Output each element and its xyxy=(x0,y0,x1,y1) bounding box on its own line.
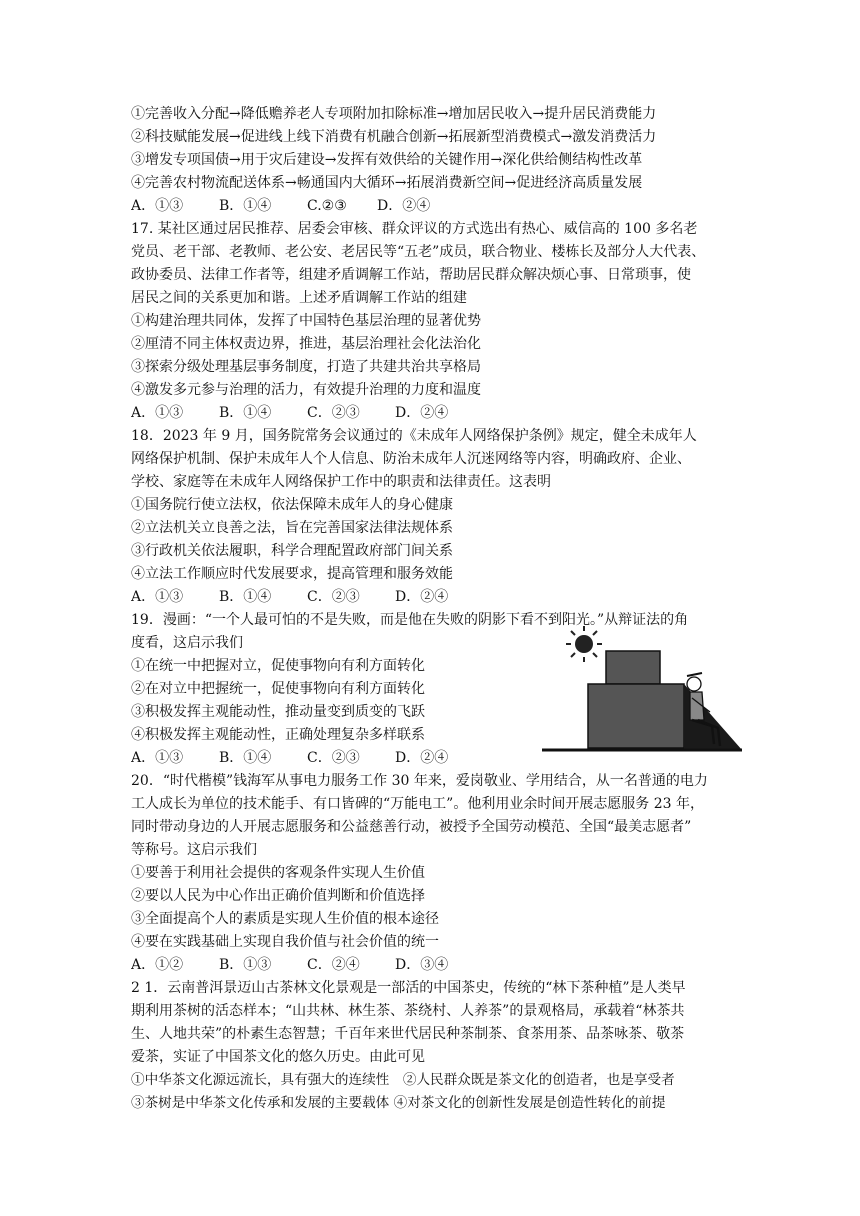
q20-option-a: A．①② xyxy=(131,957,184,973)
q21-stem-4: 爱茶，实证了中国茶文化的悠久历史。由此可见 xyxy=(131,1049,425,1065)
q17-item-2: ②厘清不同主体权责边界，推进，基层治理社会化法治化 xyxy=(131,336,481,352)
q18-option-d: D．②④ xyxy=(395,589,449,605)
sun-icon xyxy=(566,626,602,662)
q20-item-4: ④要在实践基础上实现自我价值与社会价值的统一 xyxy=(131,934,439,950)
q18-item-3: ③行政机关依法履职，科学合理配置政府部门间关系 xyxy=(131,543,453,559)
q18-item-4: ④立法工作顺应时代发展要求，提高管理和服务效能 xyxy=(131,566,453,582)
q18-item-1: ①国务院行使立法权，依法保障未成年人的身心健康 xyxy=(131,497,453,513)
q18-options xyxy=(131,586,741,608)
q18-item-2: ②立法机关立良善之法，旨在完善国家法律法规体系 xyxy=(131,520,453,536)
q17-item-1: ①构建治理共同体，发挥了中国特色基层治理的显著优势 xyxy=(131,313,481,329)
q17-item-3: ③探索分级处理基层事务制度，打造了共建共治共享格局 xyxy=(131,359,481,375)
q20-item-3: ③全面提高个人的素质是实现人生价值的根本途径 xyxy=(131,911,439,927)
q16-item-4: ④完善农村物流配送体系→畅通国内大循环→拓展消费新空间→促进经济高质量发展 xyxy=(131,175,643,191)
q18-stem-1: 18．2023 年 9 月，国务院常务会议通过的《未成年人网络保护条例》规定，健全未成年人 xyxy=(131,428,697,444)
q19-item-2: ②在对立中把握统一，促使事物向有利方面转化 xyxy=(131,681,425,697)
q19-item-1: ①在统一中把握对立，促使事物向有利方面转化 xyxy=(131,658,425,674)
q17-item-4: ④激发多元参与治理的活力，有效提升治理的力度和温度 xyxy=(131,382,481,398)
q18-option-b: B．①④ xyxy=(219,589,272,605)
q16-option-a: A．①③ xyxy=(131,198,184,214)
q16-option-b: B．①④ xyxy=(219,198,272,214)
q16-item-1: ①完善收入分配→降低赡养老人专项附加扣除标准→增加居民收入→提升居民消费能力 xyxy=(131,106,657,122)
q18-stem-3: 学校、家庭等在未成年人网络保护工作中的职责和法律责任。这表明 xyxy=(131,474,551,490)
q21-stem-2: 期利用茶树的活态样本；“山共林、林生茶、茶绕村、人养茶”的景观格局，承载着“林茶共 xyxy=(131,1003,685,1019)
q19-option-d: D．②④ xyxy=(395,750,449,766)
q20-option-d: D．③④ xyxy=(395,957,449,973)
q19-options xyxy=(131,747,531,769)
q21-items-row-1: ①中华茶文化源远流长，具有强大的连续性 ②人民群众既是茶文化的创造者，也是享受者 xyxy=(131,1072,675,1088)
q20-stem-4: 等称号。这启示我们 xyxy=(131,842,257,858)
q19-stem-2: 度看，这启示我们 xyxy=(131,635,243,651)
q17-stem-3: 政协委员、法律工作者等，组建矛盾调解工作站，帮助居民群众解决烦心事、日常琐事，使 xyxy=(131,267,691,283)
q16-option-c: C.②③ xyxy=(307,198,347,214)
q19-comic-illustration xyxy=(542,622,742,754)
q17-option-c: C．②③ xyxy=(307,405,360,421)
q17-option-d: D．②④ xyxy=(395,405,449,421)
q17-option-b: B．①④ xyxy=(219,405,272,421)
q17-stem-2: 党员、老干部、老教师、老公安、老居民等“五老”成员，联合物业、楼栋长及部分人大代表、 xyxy=(131,244,706,260)
q20-stem-2: 工人成长为单位的技术能手、有口皆碑的“万能电工”。他利用业余时间开展志愿服务 23 年， xyxy=(131,796,705,812)
q20-item-2: ②要以人民为中心作出正确价值判断和价值选择 xyxy=(131,888,425,904)
q16-option-d: D．②④ xyxy=(377,198,431,214)
q20-option-c: C．②④ xyxy=(307,957,360,973)
q20-stem-1: 20．“时代楷模”钱海军从事电力服务工作 30 年来，爱岗敬业、学用结合，从一名普通的电力 xyxy=(131,773,708,789)
q20-item-1: ①要善于利用社会提供的客观条件实现人生价值 xyxy=(131,865,425,881)
q21-stem-1: 2 1．云南普洱景迈山古茶林文化景观是一部活的中国茶史，传统的“林下茶种植”是人类早 xyxy=(131,980,686,996)
q19-option-a: A．①③ xyxy=(131,750,184,766)
q17-stem-4: 居民之间的关系更加和谐。上述矛盾调解工作站的组建 xyxy=(131,290,467,306)
q19-option-b: B．①④ xyxy=(219,750,272,766)
q16-item-2: ②科技赋能发展→促进线上线下消费有机融合创新→拓展新型消费模式→激发消费活力 xyxy=(131,129,657,145)
q20-option-b: B．①③ xyxy=(219,957,272,973)
q20-options xyxy=(131,954,741,976)
q20-stem-3: 同时带动身边的人开展志愿服务和公益慈善行动，被授予全国劳动模范、全国“最美志愿者” xyxy=(131,819,692,835)
q17-stem-1: 17. 某社区通过居民推荐、居委会审核、群众评议的方式选出有热心、威信高的 100 多名老 xyxy=(131,221,698,237)
large-block xyxy=(588,684,684,748)
q17-option-a: A．①③ xyxy=(131,405,184,421)
q18-option-a: A．①③ xyxy=(131,589,184,605)
q19-item-4: ④积极发挥主观能动性，正确处理复杂多样联系 xyxy=(131,727,425,743)
q19-item-3: ③积极发挥主观能动性，推动量变到质变的飞跃 xyxy=(131,704,425,720)
q21-stem-3: 生、人地共荣”的朴素生态智慧；千百年来世代居民种茶制茶、食茶用茶、品茶咏茶、敬茶 xyxy=(131,1026,685,1042)
q16-options xyxy=(131,195,741,217)
small-block xyxy=(606,651,660,684)
q19-option-c: C．②③ xyxy=(307,750,360,766)
q18-stem-2: 网络保护机制、保护未成年人个人信息、防治未成年人沉迷网络等内容，明确政府、企业、 xyxy=(131,451,691,467)
q17-options xyxy=(131,402,741,424)
q16-item-3: ③增发专项国债→用于灾后建设→发挥有效供给的关键作用→深化供给侧结构性改革 xyxy=(131,152,643,168)
q18-option-c: C．②③ xyxy=(307,589,360,605)
q19-stem-1: 19．漫画：“一个人最可怕的不是失败，而是他在失败的阴影下看不到阳光。”从辩证法的角 xyxy=(131,612,689,628)
q21-items-row-2: ③茶树是中华茶文化传承和发展的主要载体 ④对茶文化的创新性发展是创造性转化的前提 xyxy=(131,1095,666,1111)
